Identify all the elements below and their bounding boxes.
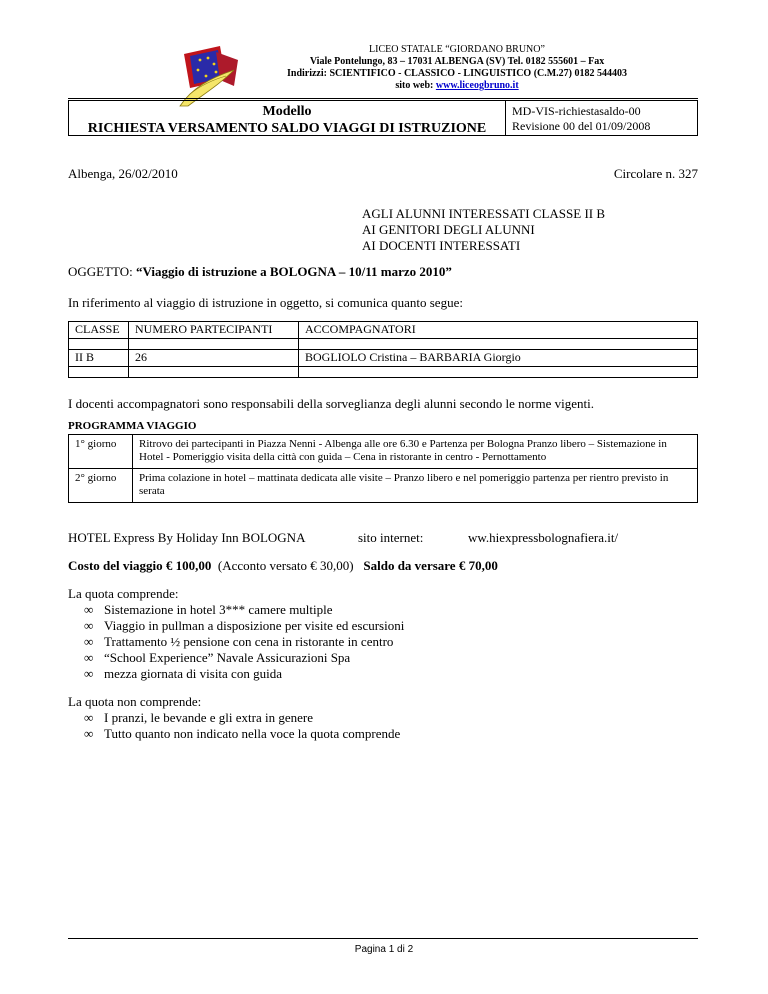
page-number: Pagina 1 di 2 bbox=[354, 944, 414, 955]
bullet-icon: ∞ bbox=[84, 618, 94, 633]
recipients bbox=[362, 206, 605, 254]
hotel-name: HOTEL Express By Holiday Inn BOLOGNA bbox=[68, 530, 306, 545]
recipient-line: AI GENITORI DEGLI ALUNNI bbox=[362, 222, 535, 237]
header-partecipanti: NUMERO PARTECIPANTI bbox=[129, 322, 299, 339]
hotel-site-label: sito internet: bbox=[358, 530, 424, 545]
circolare-number: Circolare n. 327 bbox=[613, 166, 698, 181]
comprende-list bbox=[68, 602, 698, 682]
hotel-site: ww.hiexpressbolognafiera.it/ bbox=[468, 530, 619, 545]
day-description: Prima colazione in hotel – mattinata dedicata alle visite – Pranzo libero e nel pomeriggio partenza per rientro previsto in serata bbox=[133, 469, 698, 503]
bullet-icon: ∞ bbox=[84, 666, 94, 681]
table-row bbox=[69, 350, 698, 367]
list-item: ∞ Sistemazione in hotel 3*** camere multiple bbox=[84, 602, 333, 617]
non-comprende-title: La quota non comprende: bbox=[68, 694, 202, 709]
header-divider bbox=[68, 98, 698, 99]
table-row bbox=[69, 435, 698, 469]
day-label: 1° giorno bbox=[69, 435, 133, 469]
comprende-title: La quota comprende: bbox=[68, 586, 179, 601]
cost-acconto: (Acconto versato € 30,00) bbox=[217, 558, 354, 573]
bullet-icon: ∞ bbox=[84, 710, 94, 725]
responsibility-text: I docenti accompagnatori sono responsabili della sorveglianza degli alunni secondo le norme vigenti. bbox=[68, 396, 594, 411]
cell-classe: II B bbox=[69, 350, 129, 367]
participants-table bbox=[68, 321, 698, 378]
list-item: ∞ Trattamento ½ pensione con cena in ristorante in centro bbox=[84, 634, 394, 649]
bullet-icon: ∞ bbox=[84, 726, 94, 741]
header-classe: CLASSE bbox=[69, 322, 129, 339]
model-revision: Revisione 00 del 01/09/2008 bbox=[512, 119, 651, 133]
school-name: LICEO STATALE “GIORDANO BRUNO” bbox=[369, 44, 545, 55]
bullet-icon: ∞ bbox=[84, 602, 94, 617]
recipient-line: AGLI ALUNNI INTERESSATI CLASSE II B bbox=[362, 206, 606, 221]
table-header-row bbox=[69, 322, 698, 339]
programma-title: PROGRAMMA VIAGGIO bbox=[68, 420, 197, 432]
list-item: ∞ “School Experience” Navale Assicurazioni Spa bbox=[84, 650, 351, 665]
model-code-box bbox=[506, 100, 698, 136]
cost-total: Costo del viaggio € 100,00 bbox=[68, 558, 212, 573]
list-item: ∞ Tutto quanto non indicato nella voce la quota comprende bbox=[84, 726, 401, 741]
cell-accompagnatori: BOGLIOLO Cristina – BARBARIA Giorgio bbox=[299, 350, 698, 367]
oggetto-label: OGGETTO: bbox=[68, 264, 137, 279]
model-code: MD-VIS-richiestasaldo-00 bbox=[512, 104, 641, 118]
day-description: Ritrovo dei partecipanti in Piazza Nenni - Albenga alle ore 6.30 e Partenza per Bologna Pranzo libero – Sistemazione in Hotel - Pomeriggio visita della città con guida – Cena in ristorante in centro - Pernottamento bbox=[133, 435, 698, 469]
list-item: ∞ mezza giornata di visita con guida bbox=[84, 666, 282, 681]
recipient-line: AI DOCENTI INTERESSATI bbox=[362, 238, 521, 253]
non-comprende-list bbox=[68, 710, 698, 742]
school-website-link[interactable]: www.liceogbruno.it bbox=[435, 80, 519, 91]
cost-line bbox=[68, 558, 498, 574]
list-item: ∞ Viaggio in pullman a disposizione per visite ed escursioni bbox=[84, 618, 405, 633]
intro-text: In riferimento al viaggio di istruzione in oggetto, si comunica quanto segue: bbox=[68, 295, 463, 310]
model-title: RICHIESTA VERSAMENTO SALDO VIAGGI DI ISTRUZIONE bbox=[87, 121, 487, 136]
cost-saldo: Saldo da versare € 70,00 bbox=[363, 558, 498, 573]
school-address: Viale Pontelungo, 83 – 17031 ALBENGA (SV) Tel. 0182 555601 – Fax bbox=[309, 56, 605, 67]
school-header bbox=[232, 44, 682, 92]
cell-partecipanti: 26 bbox=[129, 350, 299, 367]
day-label: 2° giorno bbox=[69, 469, 133, 503]
bullet-icon: ∞ bbox=[84, 650, 94, 665]
programma-table bbox=[68, 434, 698, 503]
bullet-icon: ∞ bbox=[84, 634, 94, 649]
oggetto-text: “Viaggio di istruzione a BOLOGNA – 10/11 marzo 2010” bbox=[136, 264, 452, 279]
list-item: ∞ I pranzi, le bevande e gli extra in genere bbox=[84, 710, 313, 725]
school-indirizzi: Indirizzi: SCIENTIFICO - CLASSICO - LINGUISTICO (C.M.27) 0182 544403 bbox=[286, 68, 628, 79]
oggetto bbox=[68, 264, 452, 280]
table-row bbox=[69, 469, 698, 503]
model-title-box bbox=[68, 100, 506, 136]
footer-divider bbox=[68, 938, 698, 939]
place-date: Albenga, 26/02/2010 bbox=[68, 166, 178, 181]
web-label: sito web: bbox=[395, 80, 436, 91]
header-accompagnatori: ACCOMPAGNATORI bbox=[299, 322, 698, 339]
model-label: Modello bbox=[262, 104, 312, 119]
